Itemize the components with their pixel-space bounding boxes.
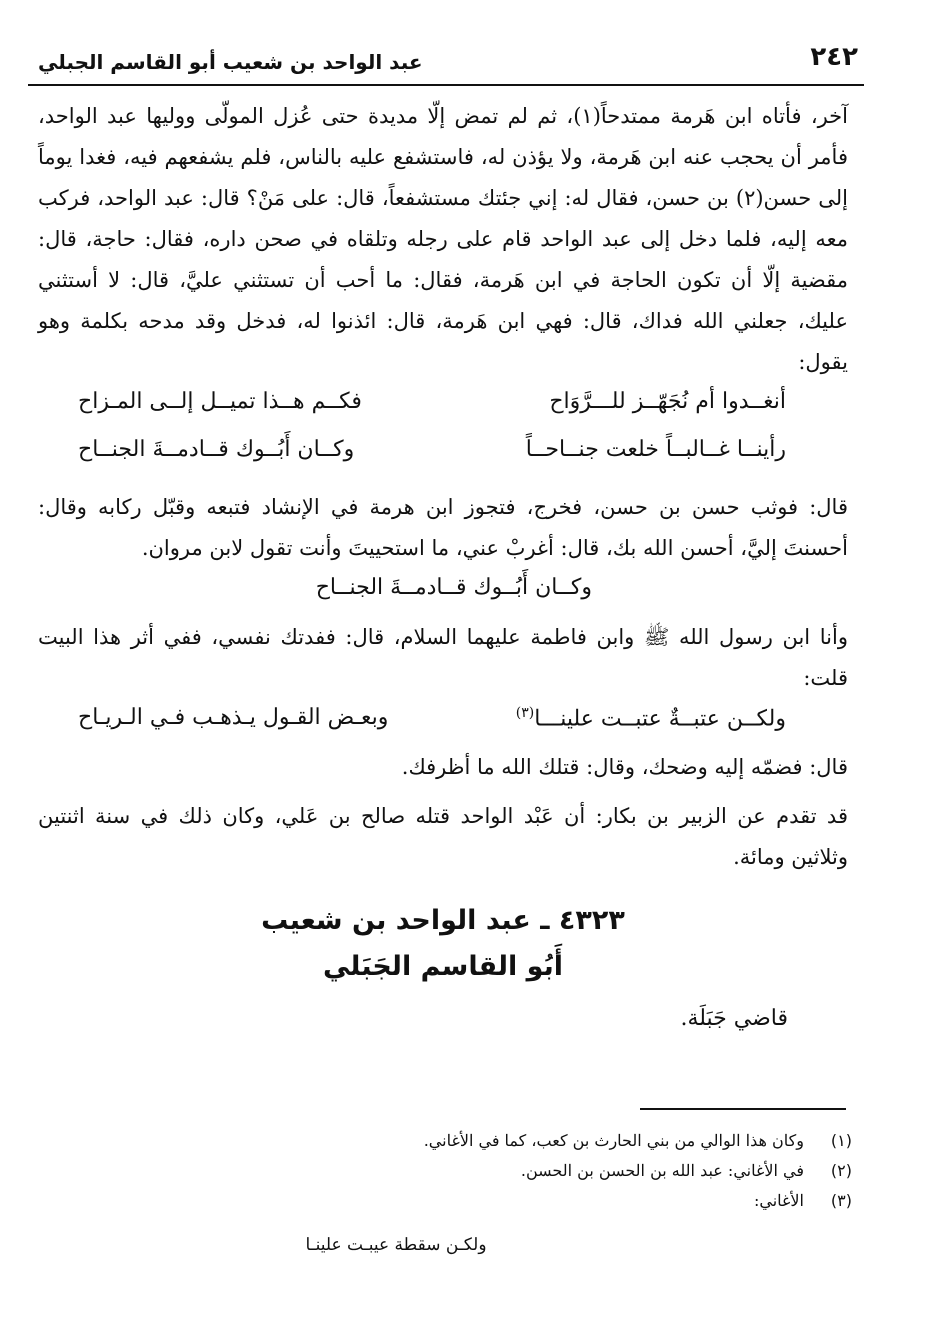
footnote-rule	[640, 1108, 846, 1110]
main-text	[38, 96, 848, 1031]
footnote-text: في الأغاني: عبد الله بن الحسن بن الحسن.	[520, 1161, 804, 1180]
footnote-number: (١)	[830, 1131, 852, 1150]
footnote-2	[60, 1156, 852, 1186]
footnote-mark-3: (٣)	[515, 705, 535, 721]
verse-2-second-hemistich: وكــان أَبُــوك قــادمــةَ الجنــاح	[78, 437, 355, 462]
footnote-3	[60, 1186, 852, 1216]
running-title: عبد الواحد بن شعيب أبو القاسم الجبلي	[38, 50, 423, 74]
page-number: ٢٤٢	[810, 42, 858, 72]
verse-4	[38, 699, 848, 747]
paragraph-1: آخر، فأتاه ابن هَرمة ممتدحاً(١)، ثم لم تمض إلّا مديدة حتى عُزل المولّى ووليها عبد الواحد، فأمر أن يحجب عنه ابن هَرمة، ولا يؤذن له، فاستشفع عليه بالناس، فلم يشفعهم فيه، فغدا يوماً إلى حسن(٢) بن حسن، فقال له: إني جئتك مستشفعاً، قال: على مَنْ؟ قال: عبد الواحد، فركب معه إليه، فلما دخل إلى عبد الواحد قام على رجله وتلقاه في صحن داره، فقال: حاجة، قال: مقضية إلّا أن تكون الحاجة في ابن هَرمة، فقال: ما أحب أن تستثني عليَّ، قال: لا أستثني عليك، جعلني الله فداك، قال: فهي ابن هَرمة، قال: ائذنوا له، فدخل وقد مدحه بكلمة وهو يقول:	[38, 104, 849, 374]
entry-kunya: أَبُو القاسم الجَبَلي	[322, 951, 564, 982]
verse-3-hemistich: وكــان أَبُــوك قــادمــةَ الجنــاح	[315, 575, 592, 600]
verse-4-second-hemistich: وبعـض القـول يـذهـب فـي الـريـاح	[78, 705, 389, 730]
header-rule	[28, 84, 864, 86]
verse-1	[38, 383, 848, 431]
entry-description: قاضي جَبَلَة.	[680, 1006, 788, 1031]
verse-1-first-hemistich: أنغــدوا أم نُجَهّــز للـــرَّوَاح	[549, 389, 786, 414]
paragraph-4: قال: فضمّه إليه وضحك، وقال: قتلك الله ما أظرفك.	[401, 755, 848, 779]
verse-2	[38, 431, 848, 479]
verse-4-first-text: ولكــن عتبــةٌ عتبــت علينـــا	[534, 706, 786, 732]
verse-3	[38, 569, 848, 617]
footnote-number: (٣)	[830, 1191, 852, 1210]
footnotes	[60, 1126, 852, 1260]
footnote-number: (٢)	[830, 1161, 852, 1180]
verse-4-first-hemistich	[516, 705, 786, 731]
page-header	[28, 40, 864, 86]
verse-2-first-hemistich: رأينــا غــالبــاً خلعت جنــاحــاً	[525, 437, 786, 462]
entry-heading	[38, 898, 848, 990]
paragraph-3: وأنا ابن رسول الله ﷺ وابن فاطمة عليهما السلام، قال: ففدتك نفسي، ففي أثر هذا البيت قلت:	[38, 625, 848, 690]
footnote-1	[60, 1126, 852, 1156]
verse-1-second-hemistich: فكــم هــذا تميــل إلــى المـزاح	[78, 389, 362, 414]
footnote-verse: ولكـن سقطة عيبـت علينـا	[305, 1235, 487, 1255]
footnote-text: الأغاني:	[754, 1191, 804, 1210]
paragraph-5: قد تقدم عن الزبير بن بكار: أن عَبْد الواحد قتله صالح بن عَلي، وكان ذلك في سنة اثنتين وثلاثين ومائة.	[38, 804, 848, 869]
paragraph-2: قال: فوثب حسن بن حسن، فخرج، فتجوز ابن هرمة في الإنشاد فتبعه وقبّل ركابه وقال: أحسنتَ إليَّ، أحسن الله بك، قال: أغربْ عني، ما استحييتَ وأنت تقول لابن مروان.	[38, 495, 848, 560]
footnote-text: وكان هذا الوالي من بني الحارث بن كعب، كما في الأغاني.	[423, 1131, 804, 1150]
entry-title: ٤٣٢٣ ـ عبد الواحد بن شعيب	[261, 905, 625, 936]
